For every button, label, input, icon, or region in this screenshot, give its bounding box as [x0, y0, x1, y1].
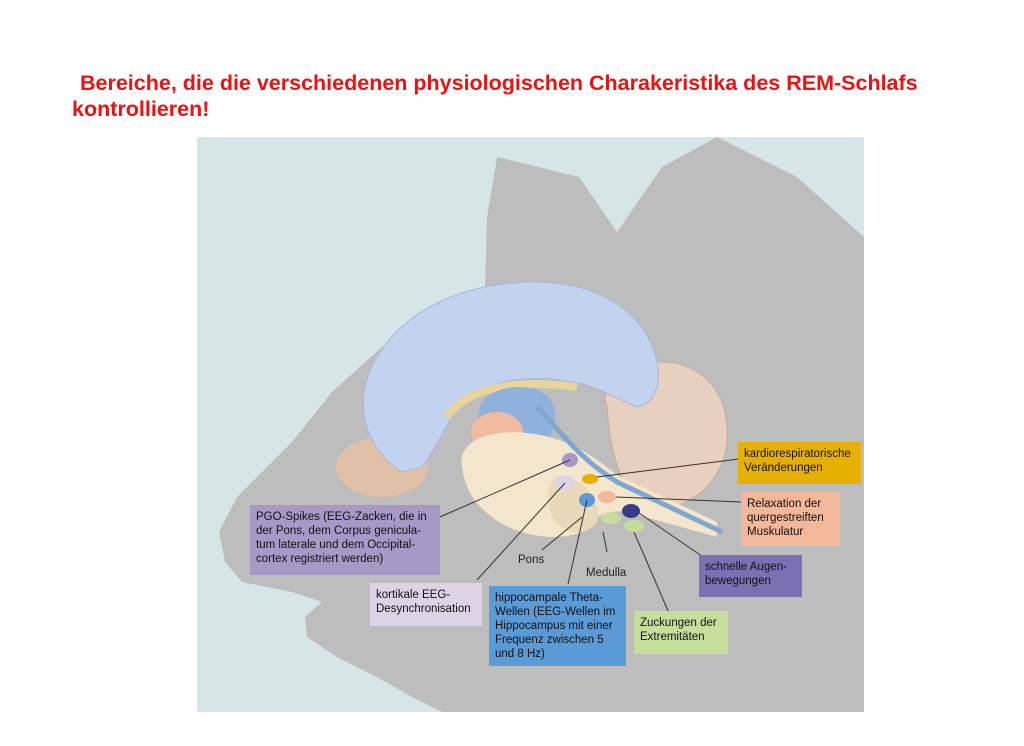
eye-nucleus	[622, 504, 640, 518]
label-eye-movements: schnelle Augen-bewegungen	[699, 555, 802, 597]
label-pgo-spikes: PGO-Spikes (EEG-Zacken, die in der Pons, dem Corpus genicula-tum laterale und dem Occipital-cortex registriert werden)	[250, 505, 440, 575]
label-limb-twitches: Zuckungen der Extremitäten	[634, 611, 728, 654]
twitches-nucleus	[601, 512, 621, 524]
label-muscle-relaxation: Relaxation der quergestreiften Muskulatur	[741, 492, 840, 546]
brain-diagram	[197, 137, 864, 712]
cardio-nucleus	[582, 474, 598, 484]
page-title: Bereiche, die die verschiedenen physiologischen Charakeristika des REM-Schlafs kontrollieren!	[72, 71, 918, 121]
label-hippocampal-theta: hippocampale Theta-Wellen (EEG-Wellen im Hippocampus mit einer Frequenz zwischen 5 und 8 Hz)	[489, 586, 626, 666]
label-cortical-eeg: kortikale EEG-Desynchronisation	[370, 583, 482, 626]
label-medulla: Medulla	[586, 567, 627, 579]
label-pons: Pons	[518, 554, 545, 566]
twitches-nucleus-2	[624, 520, 644, 532]
label-cardiorespiratory: kardiorespiratorische Veränderungen	[738, 442, 861, 484]
relaxation-nucleus	[598, 491, 616, 503]
